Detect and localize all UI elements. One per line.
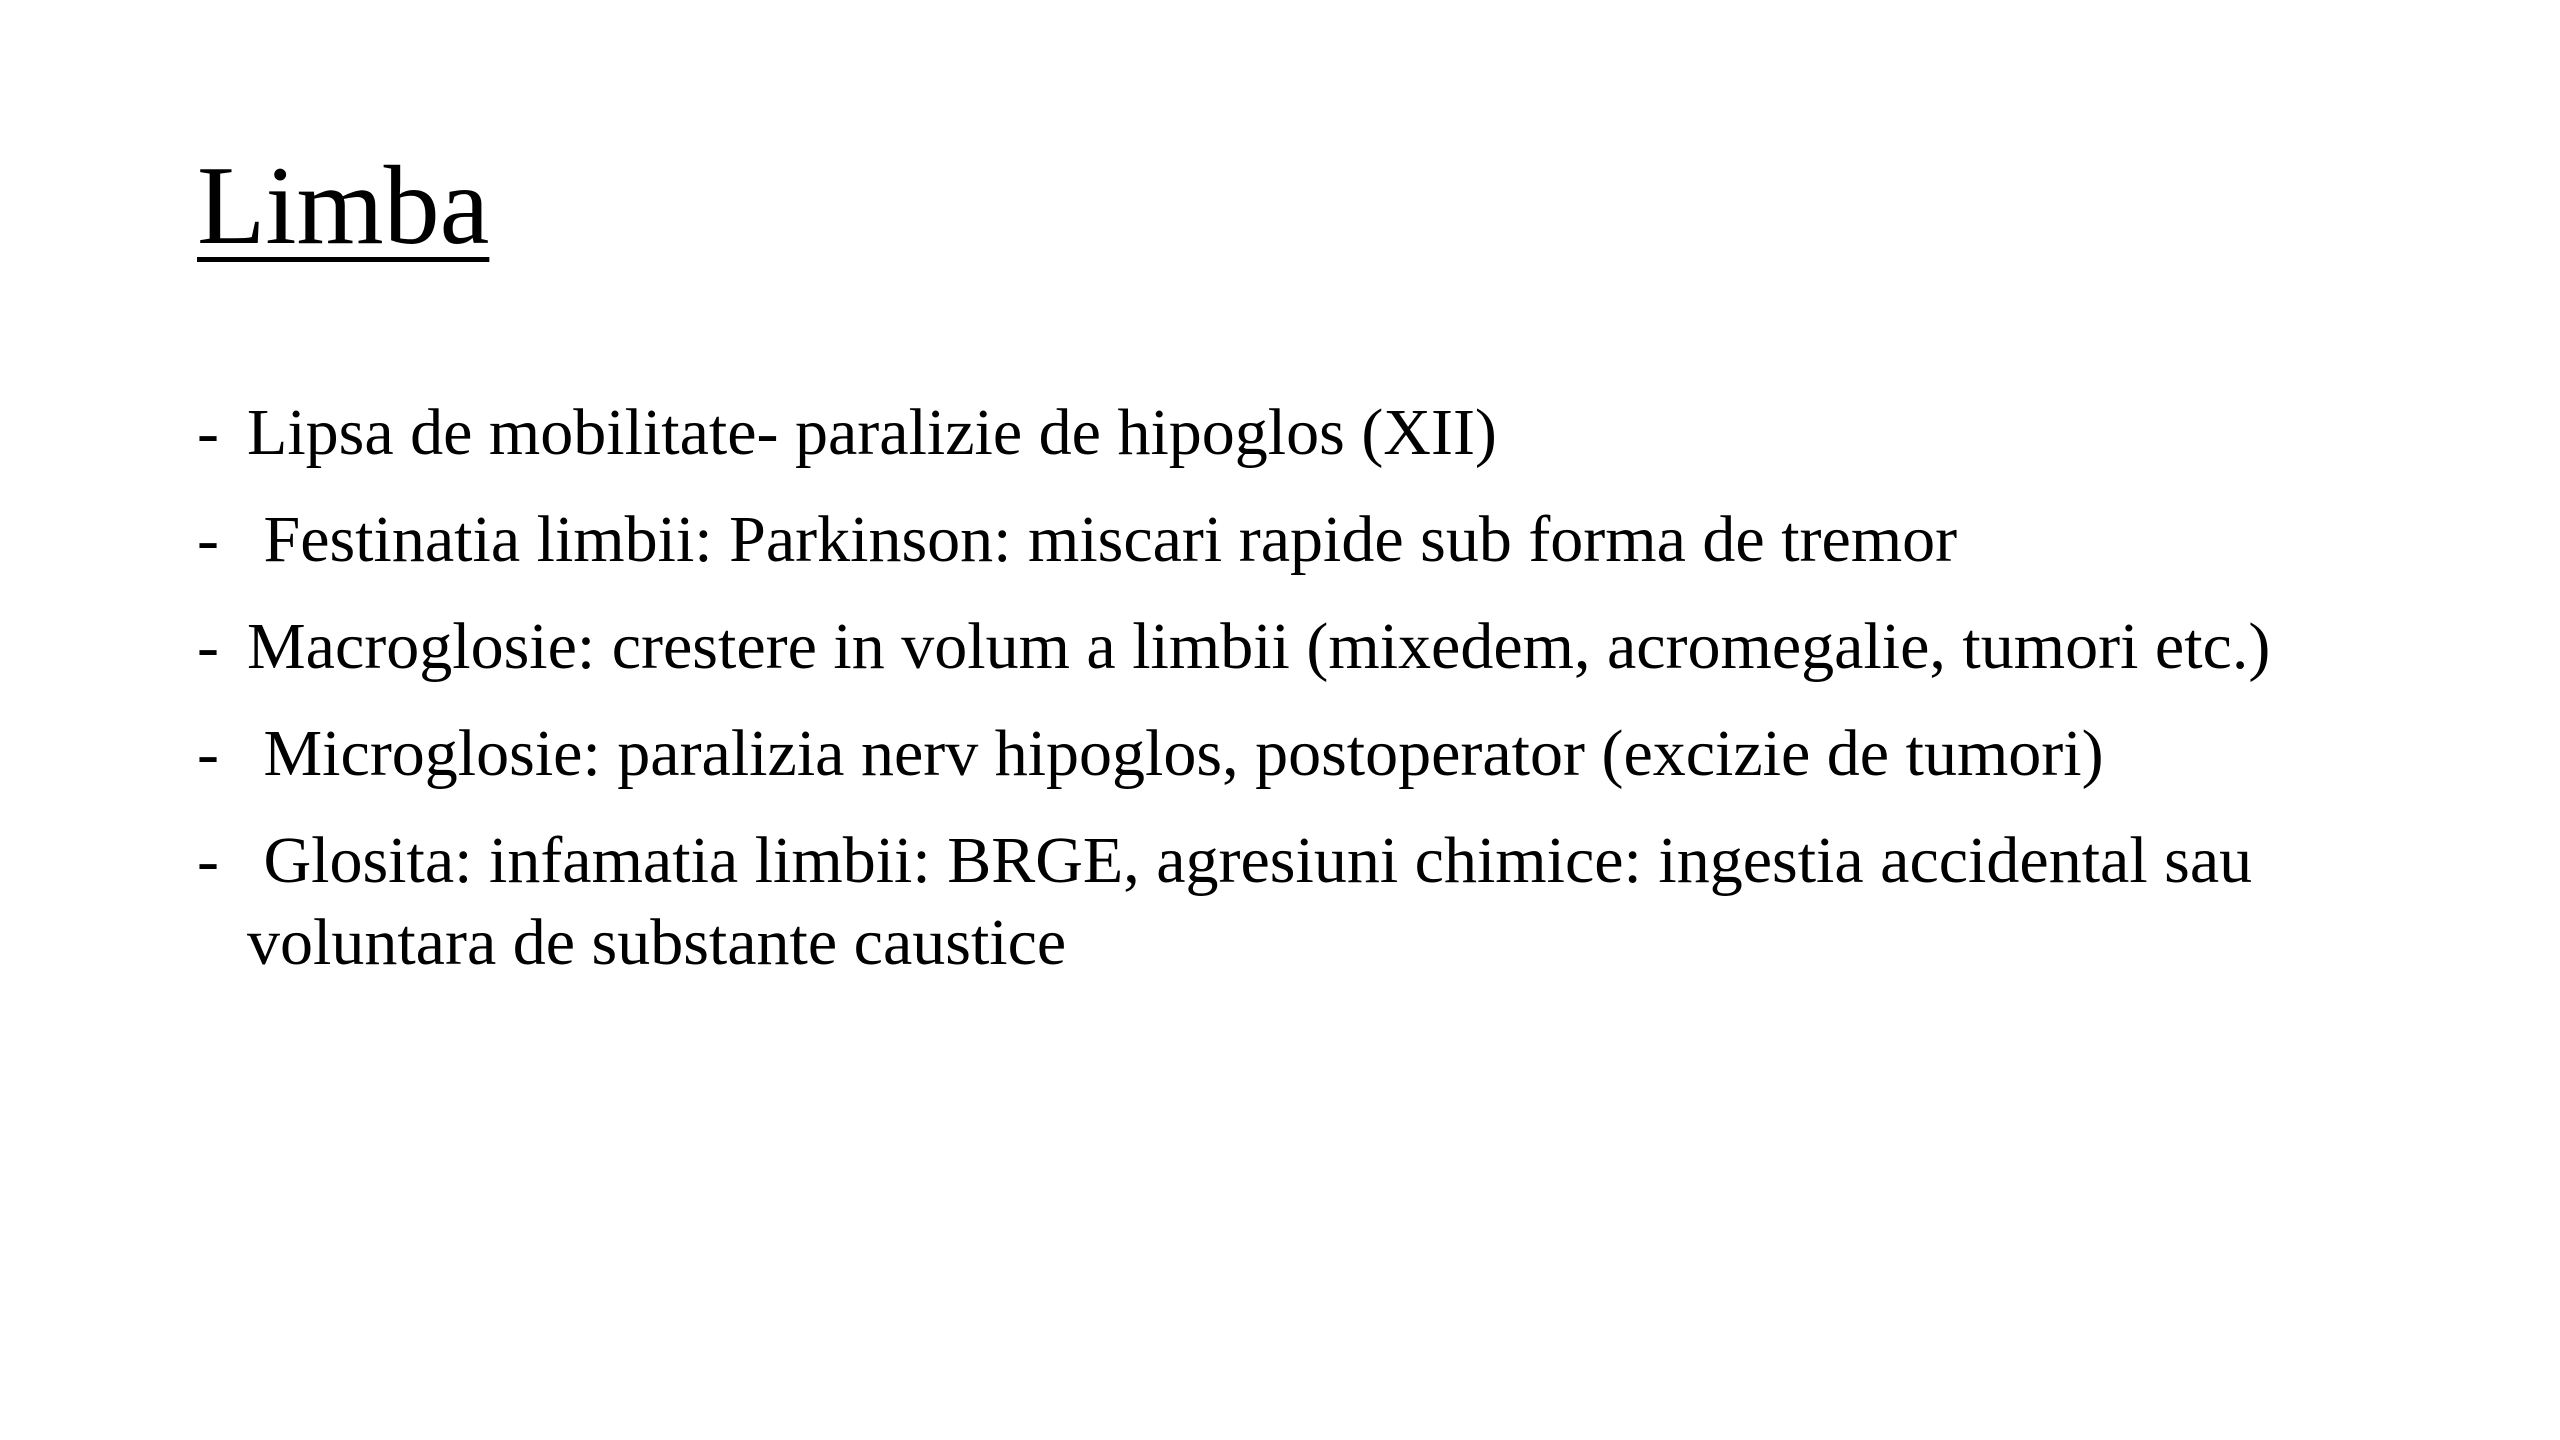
bullet-text: Festinatia limbii: Parkinson: miscari rapide sub forma de tremor xyxy=(247,503,1958,576)
bullet-list xyxy=(197,392,2427,1009)
bullet-marker: - xyxy=(197,396,219,469)
bullet-marker: - xyxy=(197,503,219,576)
bullet-text: Lipsa de mobilitate- paralizie de hipoglos (XII) xyxy=(247,396,1497,469)
bullet-marker: - xyxy=(197,717,219,790)
bullet-item xyxy=(197,392,2427,474)
bullet-text: Microglosie: paralizia nerv hipoglos, postoperator (excizie de tumori) xyxy=(247,717,2104,790)
bullet-item xyxy=(197,499,2427,581)
slide-title: Limba xyxy=(197,144,490,268)
bullet-item xyxy=(197,606,2427,688)
bullet-text: Macroglosie: crestere in volum a limbii (mixedem, acromegalie, tumori etc.) xyxy=(247,610,2271,683)
bullet-marker: - xyxy=(197,610,219,683)
bullet-item xyxy=(197,713,2427,795)
bullet-marker: - xyxy=(197,824,219,897)
bullet-text: Glosita: infamatia limbii: BRGE, agresiuni chimice: ingestia accidental sau voluntara de substante caustice xyxy=(247,824,2269,979)
bullet-item xyxy=(197,820,2427,984)
